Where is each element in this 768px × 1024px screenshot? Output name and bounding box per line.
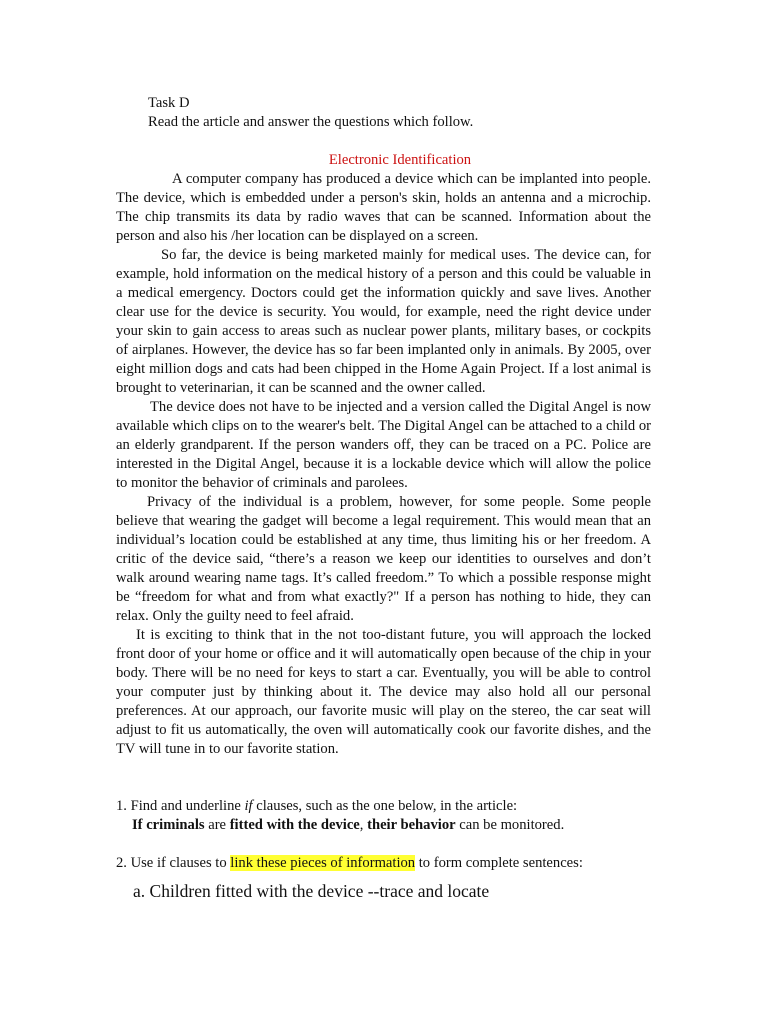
article-paragraph-2: So far, the device is being marketed mainly for medical uses. The device can, for example, hold information on the medical history of a person and this could be valuable in a medical emergency. Doctors could get the information quickly and save lives. Another clear use for the device is security. You would, for example, need the right device under your skin to gain access to areas such as nuclear power plants, military bases, or cockpits of airplanes. However, the device has so far been implanted only in animals. By 2005, over eight million dogs and cats had been chipped in the Home Again Project. If a lost animal is brought to veterinarian, it can be scanned and the owner called. [116,247,651,396]
article-paragraph-5: It is exciting to think that in the not too-distant future, you will approach the locked front door of your home or office and it will automatically open because of the chip in your body. There will be no need for keys to start a car. Eventually, you will be able to control your computer just by thinking about it. The device may also hold all our personal preferences. At our approach, our favorite music will play on the stereo, the car seat will adjust to fit us automatically, the oven will automatically cook our favorite dishes, and the TV will tune in to our favorite station. [116,627,651,757]
question-2-highlight: link these pieces of information [230,855,416,871]
article-title: Electronic Identification [328,152,472,168]
question-1-example [132,816,564,835]
task-label: Task D [148,95,190,111]
question-1-suffix: clauses, such as the one below, in the article: [252,798,518,814]
question-1 [116,797,517,816]
question-1-if-word: if [244,798,253,814]
example-text-3: can be monitored. [455,817,565,833]
question-2-prefix: 2. Use if clauses to [116,855,231,871]
example-text-2: , [359,817,368,833]
example-bold-1: If criminals [132,817,205,833]
article-paragraph-3: The device does not have to be injected and a version called the Digital Angel is now available which clips on to the wearer's belt. The Digital Angel can be attached to a child or an elderly grandparent. If the person wanders off, they can be traced on a PC. Police are interested in the Digital Angel, because it is a lockable device which will allow the police to monitor the behavior of criminals and parolees. [116,399,651,491]
task-instruction: Read the article and answer the questions which follow. [148,114,474,130]
example-bold-3: their behavior [367,817,456,833]
question-2-suffix: to form complete sentences: [415,855,583,871]
question-1-prefix: 1. Find and underline [116,798,245,814]
example-bold-2: fitted with the device [229,817,360,833]
example-text-1: are [204,817,230,833]
question-2-item-a: a. Children fitted with the device --trace and locate [133,881,490,901]
article-paragraph-4: Privacy of the individual is a problem, however, for some people. Some people believe that wearing the gadget will become a legal requirement. This would mean that an individual’s location could be established at any time, thus limiting his or her freedom. A critic of the device said, “there’s a reason we keep our identities to ourselves and don’t walk around wearing name tags. It’s called freedom.” To which a possible response might be “freedom for what and from what exactly?" If a person has nothing to hide, they can relax. Only the guilty need to feel afraid. [116,494,651,624]
article-body [116,170,651,759]
article-paragraph-1: A computer company has produced a device which can be implanted into people. The device, which is embedded under a person's skin, holds an antenna and a microchip. The chip transmits its data by radio waves that can be scanned. Information about the person and also his /her location can be displayed on a screen. [116,171,651,244]
question-2 [116,854,583,873]
